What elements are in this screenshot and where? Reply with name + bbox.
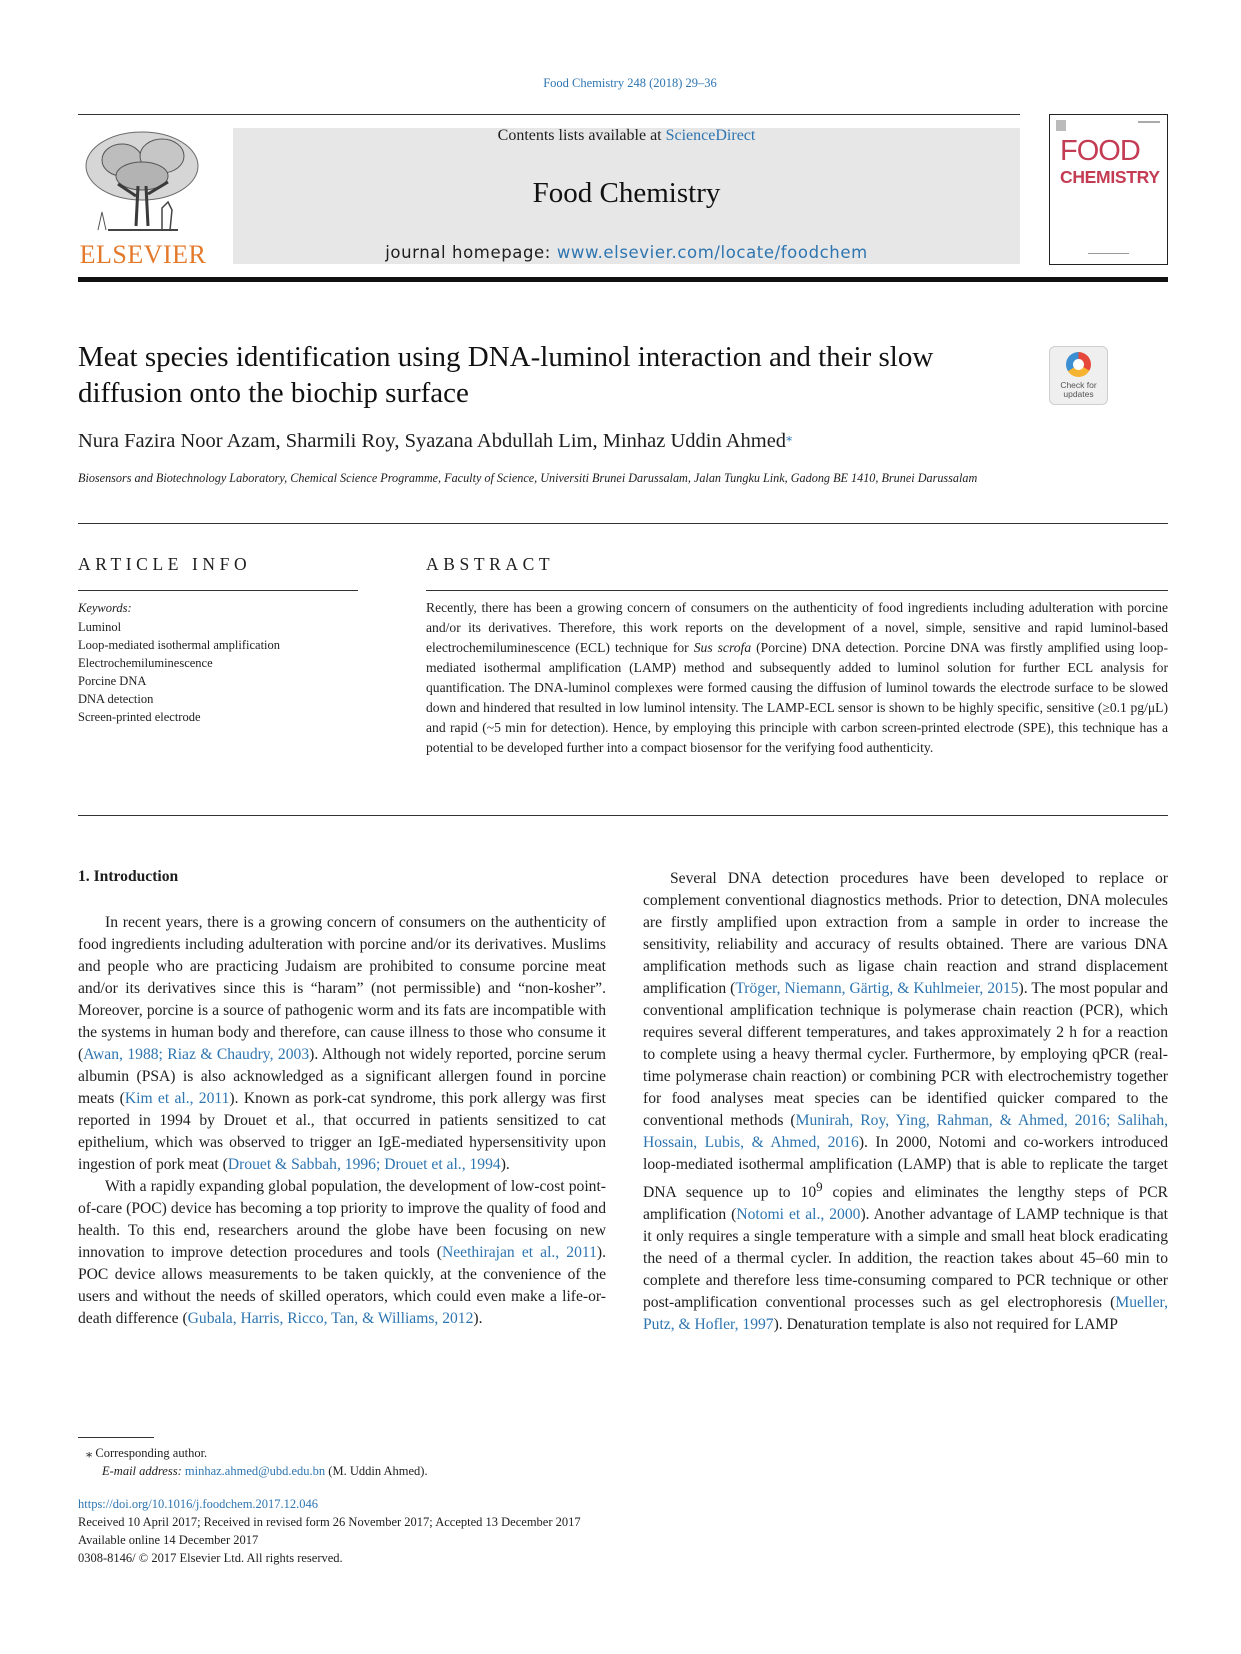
citation-link[interactable]: Tröger, Niemann, Gärtig, & Kuhlmeier, 2015 [735,980,1019,997]
text-run: copies and eliminates the lengthy steps of PCR amplification ( [643,1184,1168,1224]
citation-link[interactable]: Notomi et al., 2000 [736,1206,861,1224]
journal-reference-link[interactable]: Food Chemistry 248 (2018) 29–36 [543,76,717,90]
citation-link[interactable]: Drouet & Sabbah, 1996; Drouet et al., 1994 [227,1156,501,1173]
check-updates-icon [1066,352,1091,377]
available-online-date: Available online 14 December 2017 [78,1533,259,1547]
keyword-item: Electrochemiluminescence [78,656,213,670]
citation-link[interactable]: Neethirajan et al., 2011 [442,1244,597,1261]
email-label: E-mail address: [102,1464,185,1478]
citation-link[interactable]: Kim et al., 2011 [124,1090,230,1107]
cover-title-chemistry: CHEMISTRY [1060,167,1160,187]
elsevier-wordmark: ELSEVIER [79,240,207,269]
superscript-exponent: 9 [816,1179,823,1194]
citation-link[interactable]: Gubala, Harris, Ricco, Tan, & Williams, 2012 [187,1310,474,1327]
text-run: In recent years, there is a growing concern of consumers on the authenticity of food ingredients including adulteration with porcine and/or its derivatives. Muslims and people who are practicing Judaism are prohibited to consume porcine meat and/or its derivatives since this is “haram” (not permissible) and “non-kosher”. Moreover, porcine is a source of pathogenic worm and its fats are incompatible with the systems in human body and therefore, can cause illness to those who consume it ( [78,914,606,1063]
citation-link[interactable]: Mueller, Putz, & Hofler, 1997 [643,1294,1168,1334]
footnote-rule [78,1437,154,1438]
journal-homepage-link[interactable]: www.elsevier.com/locate/foodchem [556,243,868,262]
received-dates: Received 10 April 2017; Received in revised form 26 November 2017; Accepted 13 December 2017 [78,1515,581,1529]
abstract-part: Recently, there has been a growing concern of consumers on the authenticity of food ingredients including adulteration with porcine and/or its derivatives. Therefore, this work reports on the development of a novel, simple, sensitive and rapid luminol-based electrochemiluminescence (ECL) technique for [426,600,1168,655]
abstract-text [426,598,1168,758]
citation-link[interactable]: Awan, 1988; Riaz & Chaudry, 2003 [83,1046,310,1063]
corresponding-author-note [86,1445,207,1461]
header-top-rule [78,114,1020,115]
corresponding-author-mark[interactable]: ⁎ [786,430,793,444]
text-run: ). Known as pork-cat syndrome, this pork allergy was first reported in 1994 by Drouet et al., that occurred in patients sensitized to cat epithelium, which was observed to trigger an IgE-mediated hypersensitivity upon ingestion of pork meat ( [78,1090,606,1173]
author-email-link[interactable]: minhaz.ahmed@ubd.edu.bn [184,1464,326,1478]
journal-homepage-line [233,243,1020,262]
intro-paragraph-2 [78,1176,606,1330]
contents-prefix: Contents lists available at [497,127,666,144]
body-column-right [643,868,1168,1336]
text-run: ). [500,1156,510,1173]
cover-issue-mark [1138,121,1160,123]
keyword-item: Loop-mediated isothermal amplification [78,638,281,652]
copyright-notice: 0308-8146/ © 2017 Elsevier Ltd. All rights reserved. [78,1551,343,1565]
species-name: Sus scrofa [693,640,752,655]
footnote-text: Corresponding author. [92,1446,208,1460]
text-run: ). In 2000, Notomi and co-workers introduced loop-mediated isothermal amplification (LAMP) that is able to replicate the target DNA sequence up to 10 [643,1134,1168,1202]
author-affiliation: Biosensors and Biotechnology Laboratory, Chemical Science Programme, Faculty of Science, Universiti Brunei Darussalam, Jalan Tungku Link, Gadong BE 1410, Brunei Darussalam [78,471,978,485]
email-owner: (M. Uddin Ahmed). [325,1464,428,1478]
abstract-heading: ABSTRACT [426,554,555,574]
text-run: With a rapidly expanding global population, the development of low-cost point-of-care (POC) device has becoming a top priority to improve the quality of food and health. To this end, researchers around the globe have been focusing on new innovation to improve detection procedures and tools ( [78,1178,606,1261]
check-for-updates-badge[interactable] [1049,346,1108,405]
text-run: ). POC device allows measurements to be taken quickly, at the convenience of the users and without the needs of skilled operators, which could even make a life-or-death difference ( [78,1244,606,1327]
cover-title-food: FOOD [1060,135,1140,167]
journal-cover-thumbnail[interactable] [1049,114,1168,265]
introduction-heading: 1. Introduction [78,868,179,885]
citation-link[interactable]: Munirah, Roy, Ying, Rahman, & Ahmed, 2016; Salihah, Hossain, Lubis, & Ahmed, 2016 [643,1112,1169,1151]
text-run: ). Although not widely reported, porcine serum albumin (PSA) is also acknowledged as a significant allergen found in porcine meats ( [78,1046,606,1107]
keyword-item: Luminol [78,620,122,634]
text-run: ). [473,1310,483,1327]
intro-paragraph-1 [78,912,606,1176]
contents-available-line [233,127,1020,145]
keyword-item: Screen-printed electrode [78,710,201,724]
text-run: ). Denaturation template is also not required for LAMP [773,1316,1118,1334]
email-note [102,1464,428,1479]
intro-paragraph-3 [643,868,1168,1336]
homepage-prefix: journal homepage: [385,243,557,262]
check-updates-label: Check for updates [1060,380,1097,399]
text-run: ). Another advantage of LAMP technique is that it only requires a single temperature with a simple and small heat block eradicating the need of a thermal cycler. In addition, the reaction takes about 45–60 min to complete and therefore less time-consuming compared to PCR technique or other post-amplification conventional processes such as gel electrophoresis ( [643,1206,1169,1312]
sciencedirect-link[interactable]: ScienceDirect [665,127,756,144]
author-list [78,430,1078,453]
footnote-mark: ⁎ [86,1446,93,1460]
header-thick-rule [78,277,1168,282]
author-names: Nura Fazira Noor Azam, Sharmili Roy, Syazana Abdullah Lim, Minhaz Uddin Ahmed [78,430,787,452]
keyword-list [78,618,280,726]
body-column-left [78,912,606,1330]
article-info-rule [78,590,358,591]
cover-publisher-mark [1056,120,1066,131]
title-divider [78,523,1168,524]
keyword-item: DNA detection [78,692,154,706]
keywords-label: Keywords: [78,601,132,615]
abstract-part: (Porcine) DNA detection. Porcine DNA was firstly amplified using loop-mediated isothermal amplification (LAMP) method and subsequently added to luminol solution for further ECL analysis for quantification. The DNA-luminol complexes were formed causing the diffusion of luminol towards the electrode surface to be slowed down and hindered that resulted in low luminol intensity. The LAMP-ECL sensor is shown to be highly specific, sensitive (≥0.1 pg/μL) and rapid (~5 min for detection). Hence, by employing this principle with carbon screen-printed electrode (SPE), this technique has a potential to be developed further into a compact biosensor for the verifying food authenticity. [426,640,1169,755]
doi-link[interactable]: https://doi.org/10.1016/j.foodchem.2017.12.046 [78,1497,319,1511]
keyword-item: Porcine DNA [78,674,147,688]
text-run: Several DNA detection procedures have been developed to replace or complement conventional diagnostics methods. Prior to detection, DNA molecules are firstly amplified upon extraction from a sample in order to increase the sensitivity, reliability and accuracy of results obtained. There are various DNA amplification methods such as ligase chain reaction and strand displacement amplification ( [643,870,1168,997]
abstract-divider [78,815,1168,816]
abstract-rule [426,590,1168,591]
article-title: Meat species identification using DNA-luminol interaction and their slow diffusion onto the biochip surface [78,341,934,409]
cover-bottom-rule [1088,253,1129,254]
text-run: ). The most popular and conventional amplification technique is polymerase chain reaction (PCR), which requires several different temperatures, and takes approximately 2 h for a reaction to complete using a heavy thermal cycler. Furthermore, by employing qPCR (real-time polymerase chain reaction) or combining PCR with electrochemistry together for food analyses meat species can be identified quicker compared to the conventional methods ( [643,980,1169,1129]
journal-title: Food Chemistry [532,177,721,209]
article-info-heading: ARTICLE INFO [78,554,252,574]
